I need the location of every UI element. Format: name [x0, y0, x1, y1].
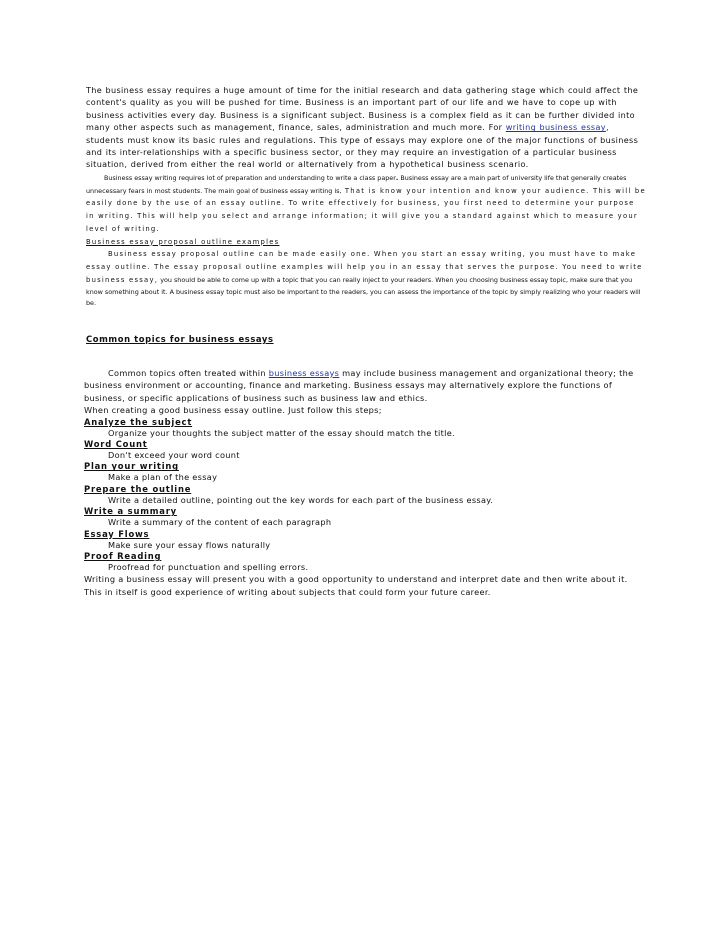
proposal-small-text: you should be able to come up with a topic that you can really inject to your readers. When you choosing business essay topic, make sure that you know something about it. A business essay topic must also be important to the readers, you can assess the importance of the topic by simply realizing who your readers will be. [86, 275, 641, 308]
preparation-spaced-text: That is know your intention and know your audience. This will be easily done by the use of an essay outline. To write effectively for business, you first need to determine your purpose in writing. This will help you select and arrange information; it will give you a standard against which to measure your level of writing. [86, 186, 646, 234]
preparation-paragraph [86, 173, 646, 236]
step-text: Don't exceed your word count [108, 450, 240, 461]
closing-paragraph: Writing a business essay will present you with a good opportunity to understand and interpret date and then write about it. This in itself is good experience of writing about subjects that could form your future career. [84, 574, 628, 597]
step-title: Prepare the outline [84, 483, 192, 494]
intro-text-2: , students must know its basic rules and regulations. This type of essays may explore one of the major functions of business and its inter-relationships with a specific business sector, or they may require an investigation of a particular business situation, derived from either the real world or alternatively from a hypothetical business scenario. [86, 122, 639, 170]
outline-intro: When creating a good business essay outline. Just follow this steps; [84, 405, 382, 416]
intro-paragraph [86, 84, 646, 171]
document-page [86, 84, 646, 310]
step-title: Plan your writing [84, 461, 179, 472]
writing-business-essay-link[interactable]: writing business essay [505, 122, 606, 133]
step-title: Analyze the subject [84, 416, 193, 427]
proposal-spaced-text: Business essay proposal outline can be made easily one. When you start an essay writing, you must have to make essay outline. The essay proposal outline examples will help you in an essay that serves the purpose. You need to write business essay, [86, 250, 643, 284]
common-topics-text-1: Common topics often treated within [108, 368, 269, 378]
step-text: Write a detailed outline, pointing out the key words for each part of the business essay. [108, 494, 494, 505]
steps-list [84, 417, 646, 574]
step-title: Word Count [84, 439, 148, 450]
step-title: Proof Reading [84, 551, 162, 562]
business-essays-link[interactable]: business essays [268, 368, 340, 378]
step-text: Write a summary of the content of each paragraph [108, 517, 332, 528]
step-title: Write a summary [84, 506, 177, 517]
step-text: Make sure your essay flows naturally [108, 539, 271, 550]
step-title: Essay Flows [84, 528, 150, 539]
preparation-small-text: Business essay writing requires lot of preparation and understanding to write a class paper [104, 173, 396, 182]
preparation-small-text-2: Business essay are a main part of university life that generally creates unnecessary fears in most students. The main goal of business essay writing is, [86, 173, 627, 195]
proposal-heading: Business essay proposal outline examples [86, 237, 280, 246]
step-text: Proofread for punctuation and spelling errors. [108, 562, 309, 573]
common-topics-heading: Common topics for business essays [86, 334, 274, 344]
common-topics-section [86, 334, 646, 598]
common-topics-text-2: may include business management and organizational theory; the business environment or accounting, finance and marketing. Business essays may alternatively explore the functions of business, or specific applications of business such as business law and ethics. [84, 368, 634, 403]
common-topics-paragraph [84, 367, 646, 404]
preparation-dot: . [395, 173, 399, 182]
intro-text-1: The business essay requires a huge amount of time for the initial research and data gathering stage which could affect the content's quality as you will be pushed for time. Business is an important part of our life and we have to cope up with business activities every day. Business is a significant subject. Business is a complex field as it can be further divided into many other aspects such as management, finance, sales, administration and much more. For [86, 85, 639, 133]
step-text: Organize your thoughts the subject matter of the essay should match the title. [108, 427, 455, 438]
step-text: Make a plan of the essay [108, 472, 218, 483]
spacer [86, 344, 646, 367]
proposal-paragraph [86, 248, 646, 310]
